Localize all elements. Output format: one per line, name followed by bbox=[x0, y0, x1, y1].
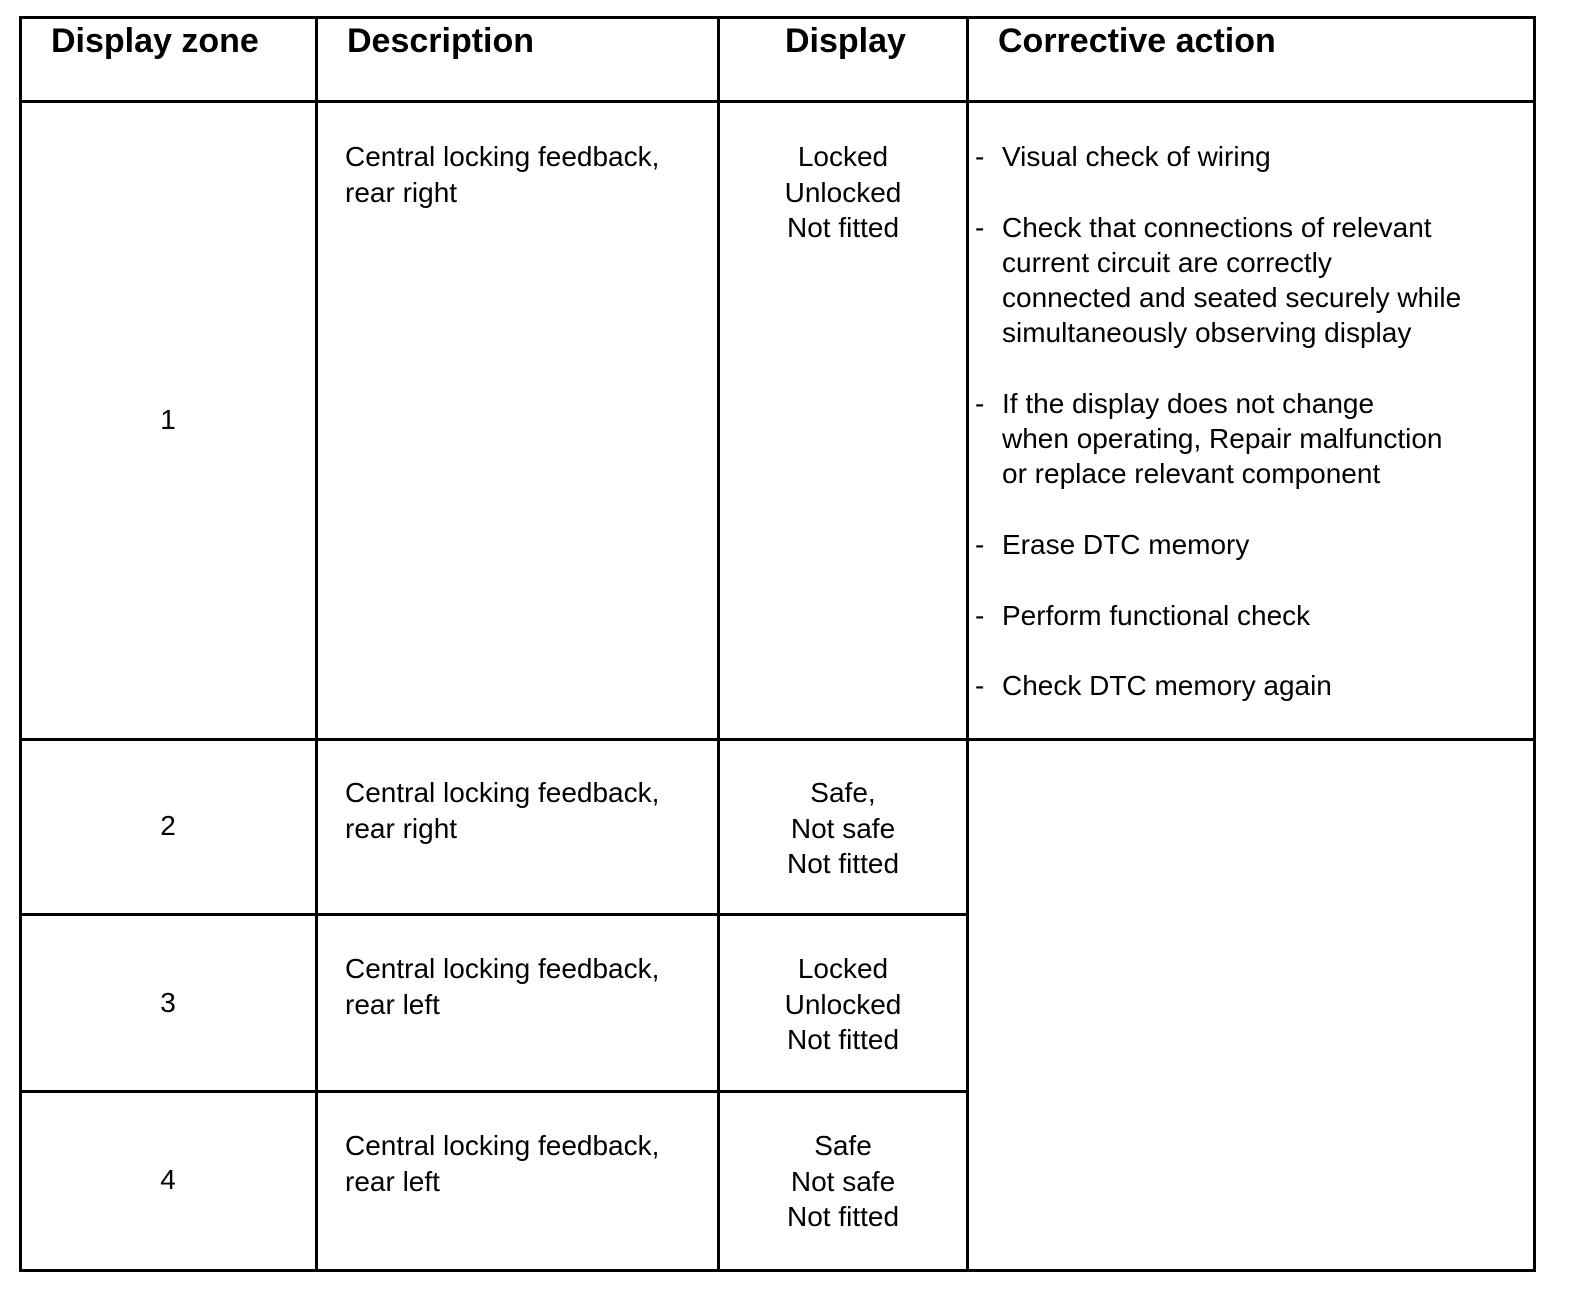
bullet-dash: - bbox=[975, 141, 985, 172]
display-line: Not fitted bbox=[786, 212, 900, 243]
action-line: Visual check of wiring bbox=[1002, 141, 1271, 172]
column-divider bbox=[315, 16, 318, 1272]
row-3-display bbox=[720, 951, 966, 1058]
row-divider bbox=[19, 913, 969, 916]
display-line: Not fitted bbox=[786, 1024, 900, 1055]
row-2-zone: 2 bbox=[160, 810, 176, 841]
row-divider bbox=[19, 100, 1536, 103]
row-2-description bbox=[345, 775, 659, 846]
bullet-dash: - bbox=[975, 212, 985, 243]
row-2-display bbox=[720, 775, 966, 882]
display-line: Not fitted bbox=[786, 848, 900, 879]
description-line: Central locking feedback, bbox=[345, 1130, 660, 1161]
display-line: Not safe bbox=[790, 1165, 896, 1197]
row-1-zone: 1 bbox=[160, 404, 176, 435]
row-1-description bbox=[345, 139, 659, 210]
description-line: Central locking feedback, bbox=[345, 777, 660, 808]
description-line: Central locking feedback, bbox=[345, 141, 660, 172]
row-3-zone: 3 bbox=[160, 987, 176, 1018]
action-line: or replace relevant component bbox=[1002, 458, 1381, 489]
header-display-zone: Display zone bbox=[51, 22, 259, 60]
description-line: rear right bbox=[345, 812, 458, 844]
action-line: Perform functional check bbox=[1002, 600, 1311, 631]
display-line: Not fitted bbox=[786, 1201, 900, 1232]
row-4-zone: 4 bbox=[160, 1164, 176, 1195]
action-line: current circuit are correctly bbox=[1002, 247, 1332, 278]
display-line: Locked bbox=[797, 141, 889, 172]
header-display: Display bbox=[785, 22, 906, 60]
display-line: Not safe bbox=[790, 812, 896, 844]
action-line: Check that connections of relevant bbox=[1002, 212, 1432, 243]
bullet-dash: - bbox=[975, 529, 985, 560]
row-4-display bbox=[720, 1128, 966, 1235]
bullet-dash: - bbox=[975, 388, 985, 419]
description-line: rear right bbox=[345, 176, 458, 208]
action-line: connected and seated securely while bbox=[1002, 282, 1462, 313]
action-line: Erase DTC memory bbox=[1002, 529, 1250, 560]
display-line: Safe, bbox=[810, 777, 876, 808]
row-divider bbox=[19, 1090, 969, 1093]
row-3-description bbox=[345, 951, 659, 1022]
display-line: Safe bbox=[814, 1130, 872, 1161]
bullet-dash: - bbox=[975, 670, 985, 701]
row-4-description bbox=[345, 1128, 659, 1199]
header-corrective-action: Corrective action bbox=[998, 22, 1276, 60]
row-1-display bbox=[720, 139, 966, 246]
row-divider bbox=[19, 738, 1536, 741]
header-description: Description bbox=[347, 22, 535, 60]
display-line: Unlocked bbox=[784, 988, 902, 1020]
description-line: rear left bbox=[345, 988, 440, 1020]
action-line: Check DTC memory again bbox=[1002, 670, 1332, 701]
description-line: Central locking feedback, bbox=[345, 953, 660, 984]
action-line: If the display does not change bbox=[1002, 388, 1375, 419]
display-line: Locked bbox=[797, 953, 889, 984]
action-line: simultaneously observing display bbox=[1002, 317, 1412, 348]
action-line: when operating, Repair malfunction bbox=[1002, 423, 1443, 454]
display-line: Unlocked bbox=[784, 176, 902, 208]
column-divider bbox=[966, 16, 969, 1272]
description-line: rear left bbox=[345, 1165, 440, 1197]
bullet-dash: - bbox=[975, 600, 985, 631]
